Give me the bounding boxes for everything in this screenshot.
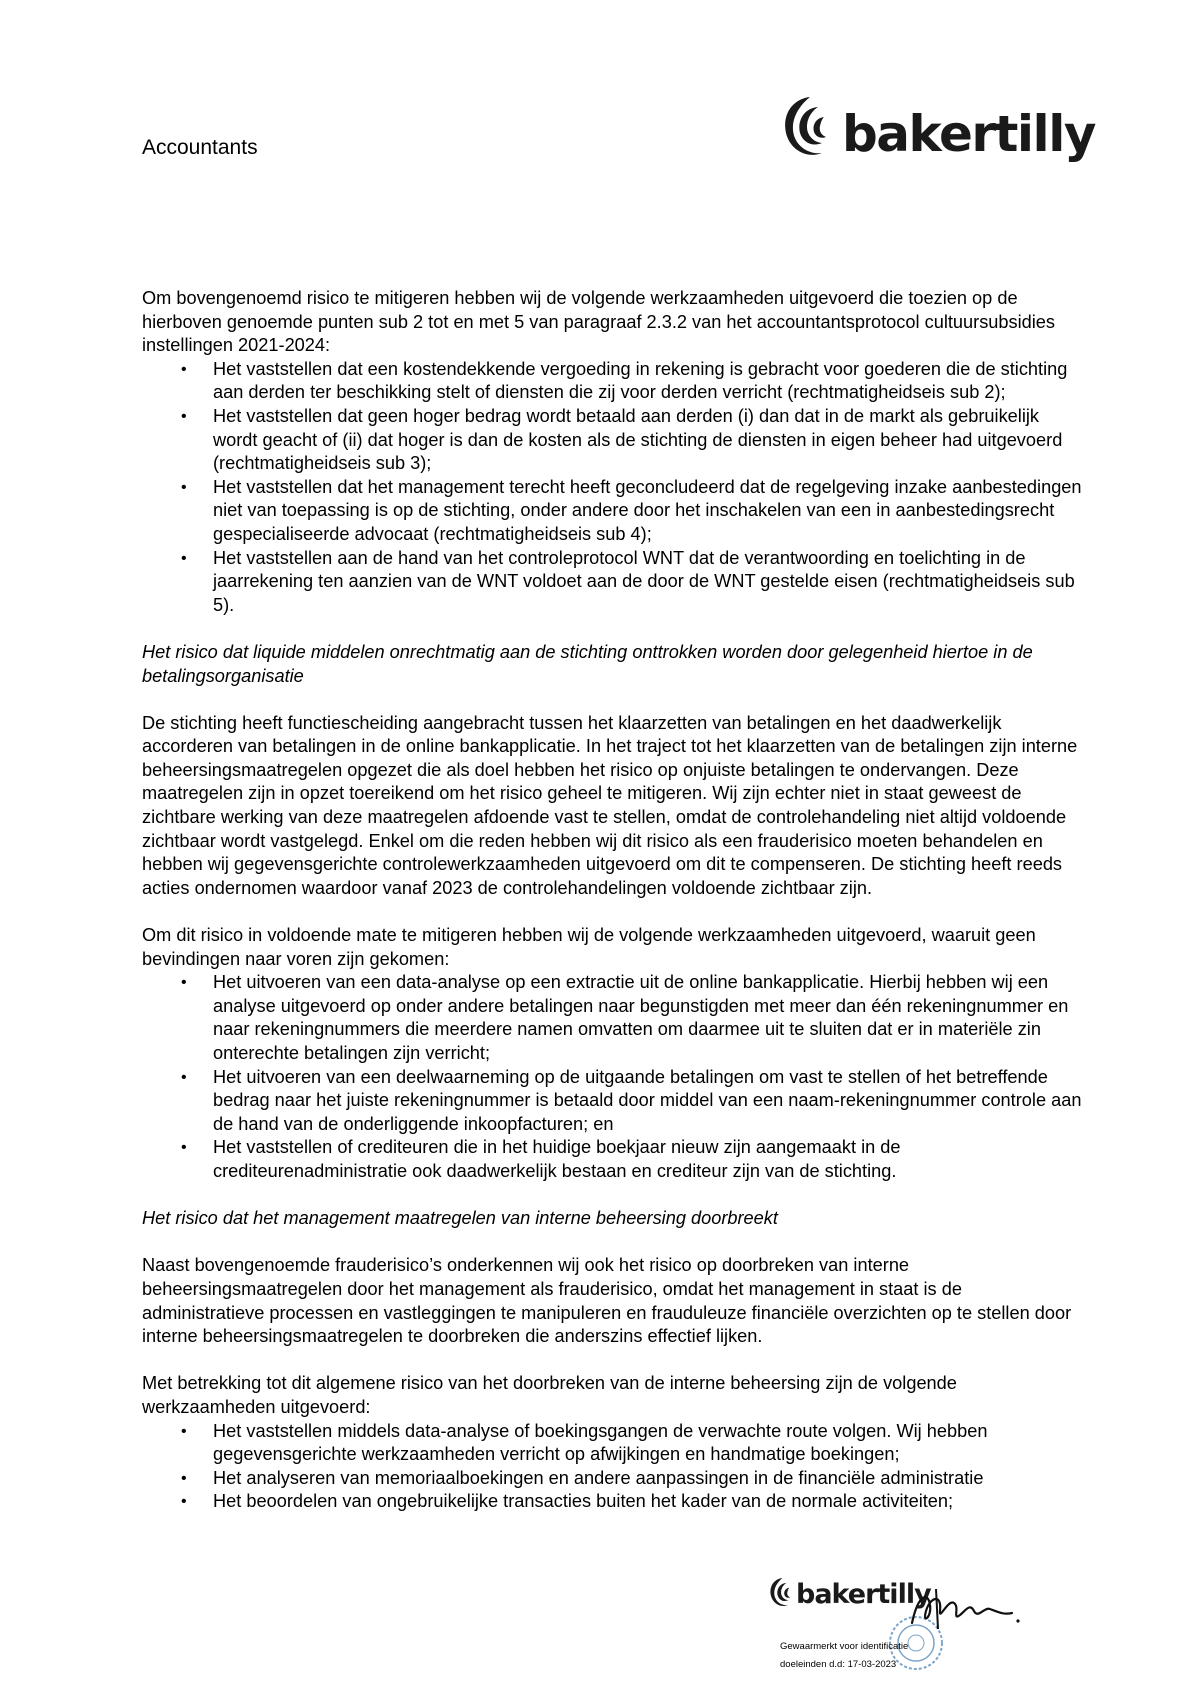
paragraph-algemene-risico: Met betrekking tot dit algemene risico van het doorbreken van de interne beheersing zijn de volgende werkzaamheden uitgevoerd: [142,1373,957,1417]
list-werkzaamheden-3 [142,1420,1082,1514]
stamp-caption-line2: doeleinden d.d: 17-03-2023 [780,1659,897,1670]
list-item: • Het vaststellen aan de hand van het controleprotocol WNT dat de verantwoording en toelichting in de jaarrekening ten aanzien van de WNT voldoet aan de door de WNT gestelde eisen (rechtmatigheidseis sub 5). [181,547,1075,615]
list-item: • Het vaststellen of crediteuren die in het huidige boekjaar nieuw zijn aangemaakt in de crediteurenadministratie ook daadwerkelijk bestaan en crediteur zijn van de stichting. [181,1137,901,1181]
paragraph-functiescheiding: De stichting heeft functiescheiding aangebracht tussen het klaarzetten van betalingen en het daadwerkelijk accorderen van betalingen in de online bankapplicatie. In het traject tot het klaarzetten van de betalingen zijn interne beheersingsmaatregelen opgezet die als doel hebben het risico op onjuiste betalingen te ondervangen. Deze maatregelen zijn in opzet toereikend om het risico geheel te mitigeren. Wij zijn echter niet in staat geweest de zichtbare werking van deze maatregelen afdoende vast te stellen, omdat de controlehandeling niet altijd voldoende zichtbaar wordt vastgelegd. Enkel om die reden hebben wij dit risico als een frauderisico moeten behandelen en hebben wij gegevensgerichte controlewerkzaamheden uitgevoerd om dit te compenseren. De stichting heeft reeds acties ondernomen waardoor vanaf 2023 de controlehandelingen voldoende zichtbaar zijn. [142,712,1078,898]
bullet-icon: • [181,407,187,425]
stamp-caption-line1: Gewaarmerkt voor identificatie [780,1641,909,1652]
identification-stamp [768,1575,1028,1680]
bullet-icon: • [181,1068,187,1086]
bullet-icon: • [181,478,187,496]
list-item: • Het vaststellen middels data-analyse of boekingsgangen de verwachte route volgen. Wij hebben gegevensgerichte werkzaamheden verricht op afwijkingen en handmatige boekingen; [181,1420,988,1465]
list-item: • Het uitvoeren van een data-analyse op een extractie uit de online bankapplicatie. Hierbij hebben wij een analyse uitgevoerd op onder andere betalingen naar begunstigden met meer dan één rekeningnummer en naar rekeningnummers die meerdere namen omvatten om daarmee uit te sluiten dat er in materiële zin onterechte betalingen zijn verricht; [181,972,1069,1063]
list-item: • Het vaststellen dat een kostendekkende vergoeding in rekening is gebracht voor goederen die de stichting aan derden ter beschikking stelt of diensten die zij voor derden verricht (rechtmatigheidseis sub 2); [181,358,1068,403]
section-heading-management: Het risico dat het management maatregelen van interne beheersing doorbreekt [142,1208,778,1229]
bullet-icon: • [181,974,187,992]
logo-wordmark: bakertilly [842,105,1095,163]
list-item: • Het analyseren van memoriaalboekingen en andere aanpassingen in de financiële administratie [142,1467,1082,1491]
signature-icon [908,1585,1028,1635]
intro-paragraph: Om bovengenoemd risico te mitigeren hebben wij de volgende werkzaamheden uitgevoerd die toezien op de hierboven genoemde punten sub 2 tot en met 5 van paragraaf 2.3.2 van het accountantsprotocol cultuursubsidies instellingen 2021-2024: [142,288,1056,356]
stamp-wordmark: bakertilly [796,1579,931,1610]
bullet-icon: • [181,1493,187,1511]
paragraph-frauderisicos: Naast bovengenoemde frauderisico’s onderkennen wij ook het risico op doorbreken van interne beheersingsmaatregelen door het management als frauderisico, omdat het management in staat is de administratieve processen en vastleggingen te manipuleren en frauduleuze financiële overzichten op te stellen door interne beheersingsmaatregelen te doorbreken die anderszins effectief lijken. [142,1255,1072,1347]
list-item: • Het vaststellen dat het management terecht heeft geconcludeerd dat de regelgeving inzake aanbestedingen niet van toepassing is op de stichting, onder andere door het inschakelen van een in aanbestedingsrecht gespecialiseerde advocaat (rechtmatigheidseis sub 4); [181,476,1082,544]
document-body [142,287,1082,1514]
page-title: Accountants [142,136,258,159]
bullet-icon: • [181,1469,187,1487]
list-werkzaamheden-1 [142,358,1082,618]
paragraph-mitigeren: Om dit risico in voldoende mate te mitigeren hebben wij de volgende werkzaamheden uitgevoerd, waaruit geen bevindingen naar voren zijn gekomen: [142,925,1036,969]
list-item: • Het uitvoeren van een deelwaarneming op de uitgaande betalingen om vast te stellen of het betreffende bedrag naar het juiste rekeningnummer is betaald door middel van een naam-rekeningnummer controle aan de hand van de onderliggende inkoopfacturen; en [181,1066,1082,1134]
list-item: • Het vaststellen dat geen hoger bedrag wordt betaald aan derden (i) dan dat in de markt als gebruikelijk wordt geacht of (ii) dat hoger is dan de kosten als de stichting de diensten in eigen beheer had uitgevoerd (rechtmatigheidseis sub 3); [181,405,1063,474]
bullet-icon: • [181,1139,187,1157]
swirl-icon [780,95,842,165]
bullet-icon: • [181,549,187,567]
swirl-icon [768,1577,798,1611]
list-werkzaamheden-2 [142,971,1082,1183]
bullet-icon: • [181,360,187,378]
bakertilly-logo [780,95,1100,180]
section-heading-liquide-middelen: Het risico dat liquide middelen onrechtmatig aan de stichting onttrokken worden door gelegenheid hiertoe in de betalingsorganisatie [142,641,1033,686]
bullet-icon: • [181,1422,187,1440]
list-item: • Het beoordelen van ongebruikelijke transacties buiten het kader van de normale activiteiten; [142,1490,1082,1514]
